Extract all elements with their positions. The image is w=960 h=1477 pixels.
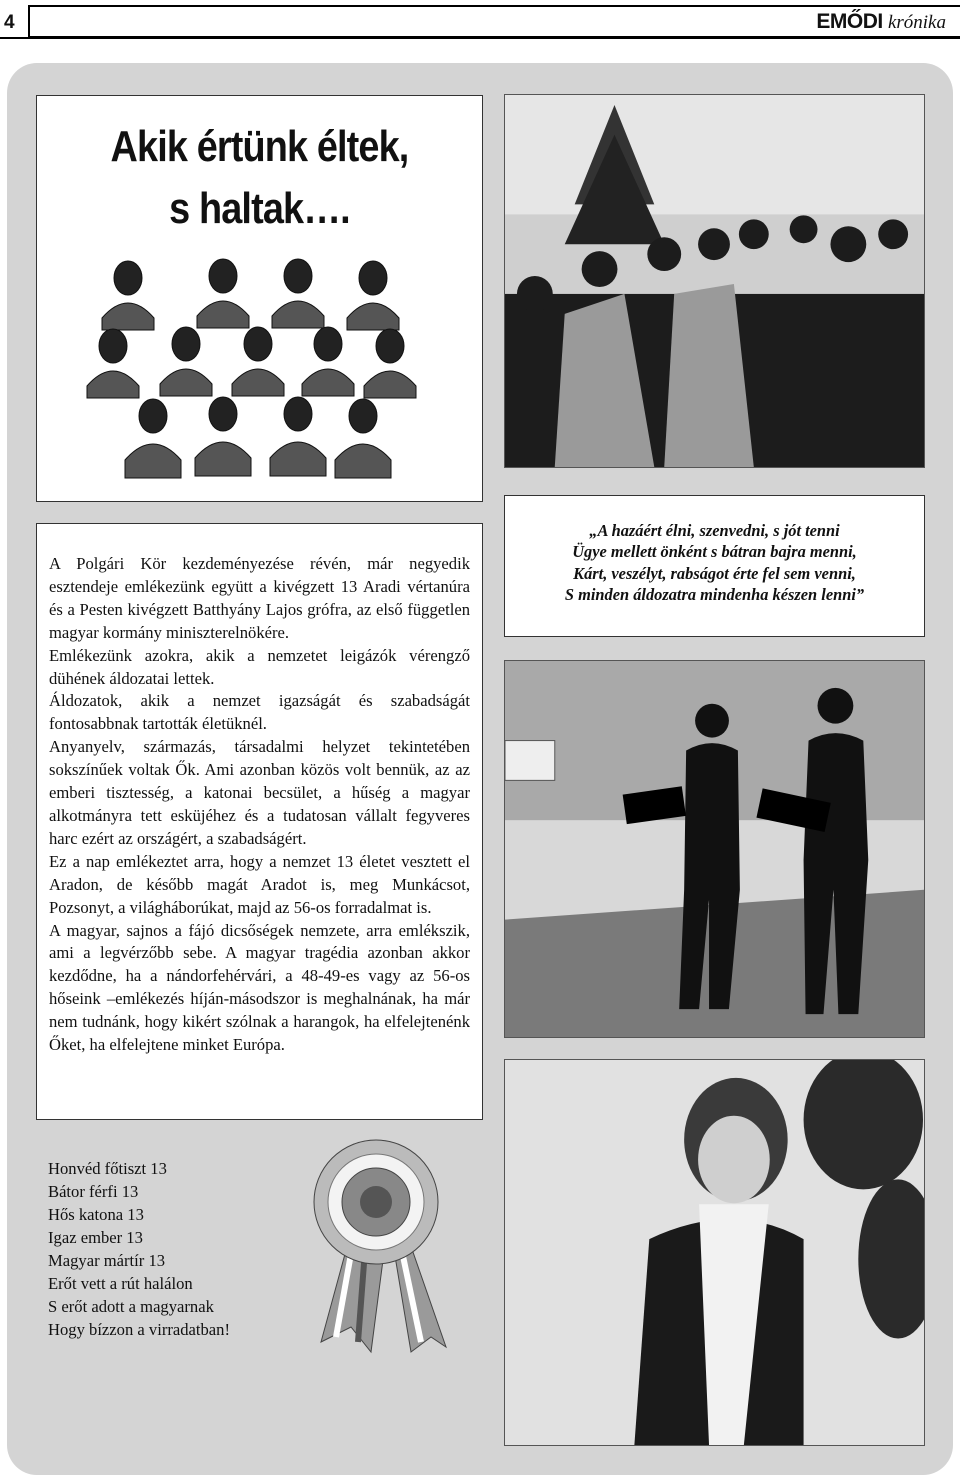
portrait [197,259,249,328]
portrait [270,397,326,476]
page-number: 4 [4,12,15,33]
article-paragraph: Anyanyelv, származás, társadalmi helyzet tekintetében sokszínűek voltak Ők. Ami azonban közös volt bennük, az az emberi tisztesség, a katonai becsület, a hűség a magyar alkotmányra tett esküjéhez és a tudatosan vállalt fegyveres harc ezért az országért, a szabadságért. [49,737,470,848]
portrait [347,261,399,330]
portrait [125,399,181,478]
article-paragraph: Emlékezünk azokra, akik a nemzetet leigázók vérengző dühének áldozatai lettek. [49,645,470,688]
brand-sub: krónika [887,12,946,33]
portrait [335,399,391,478]
poem-line: Hogy bízzon a virradatban! [48,1320,230,1339]
poem-line: Hős katona 13 [48,1205,144,1224]
page-header [0,0,960,40]
quote-line: Kárt, veszélyt, rabságot érte fel sem venni, [573,563,856,583]
portrait [272,259,324,328]
portrait [302,327,354,396]
header-bottom-rule [0,36,960,39]
quote-line: Ügye mellett önként s bátran bajra menni, [572,542,857,562]
portrait [364,329,416,398]
portrait [195,397,251,476]
poem-line: Honvéd főtiszt 13 [48,1159,167,1178]
header-top-rule [0,5,960,7]
article-paragraph: Áldozatok, akik a nemzet igazságát és szabadságát fontosabbnak tartották életüknél. [49,691,470,734]
poem-line: Erőt vett a rút halálon [48,1274,193,1293]
speaker-photo [504,1059,925,1446]
portrait [232,327,284,396]
portrait [102,261,154,330]
poem-line: Bátor férfi 13 [48,1182,139,1201]
quote-line: S minden áldozatra mindenha készen lenni” [564,585,865,605]
brand-main: EMŐDI [816,10,883,33]
title-line-1: Akik értünk éltek, [110,122,409,171]
poem-line: S erőt adott a magyarnak [48,1297,214,1316]
martyrs-portraits-illustration [58,248,418,488]
portrait [87,329,139,398]
quote-box [504,495,925,637]
publication-name [804,9,954,34]
portrait [160,327,212,396]
article-paragraph: A Polgári Kör kezdeményezése révén, már negyedik esztendeje emlékezünk együtt a kivégzett 13 Aradi vértanúra és a Pesten kivégzett Batthyány Lajos grófra, az első független magyar kormány miniszterelnökére. [49,554,470,642]
memorial-poem [48,1157,230,1341]
quote-line: „A hazáért élni, szenvedni, s jót tenni [589,521,840,540]
poem-line: Magyar mártír 13 [48,1251,166,1270]
cockade-rosette-image [296,1137,456,1357]
poem-line: Igaz ember 13 [48,1228,143,1247]
article-paragraph: A magyar, sajnos a fájó dicsőségek nemzete, arra emlékszik, ami a legvérzőbb sebe. A magyar tragédia azonban akkor kezdődne, ha a nándorfehérvári, a 48-49-es vagy az 56-os hőseink –emlékezés híján-másodszor is meghalnának, ha már nem tudnánk, hogy kikért szólnak a harangok, ha elfelejtenénk Őket, ha elfelejtene minket Európa. [49,920,470,1055]
title-line-2: s haltak…. [169,184,350,233]
article-paragraph: Ez a nap emlékeztet arra, hogy a nemzet 13 életet vesztett el Aradon, de később magát Aradot is, meg Munkácsot, Pozsonyt, a világháborúkat, majd az 56-os forradalmat is. [49,851,470,917]
audience-photo [504,94,925,468]
page-title [68,116,451,240]
reciters-photo [504,660,925,1038]
article-box [36,523,483,1120]
